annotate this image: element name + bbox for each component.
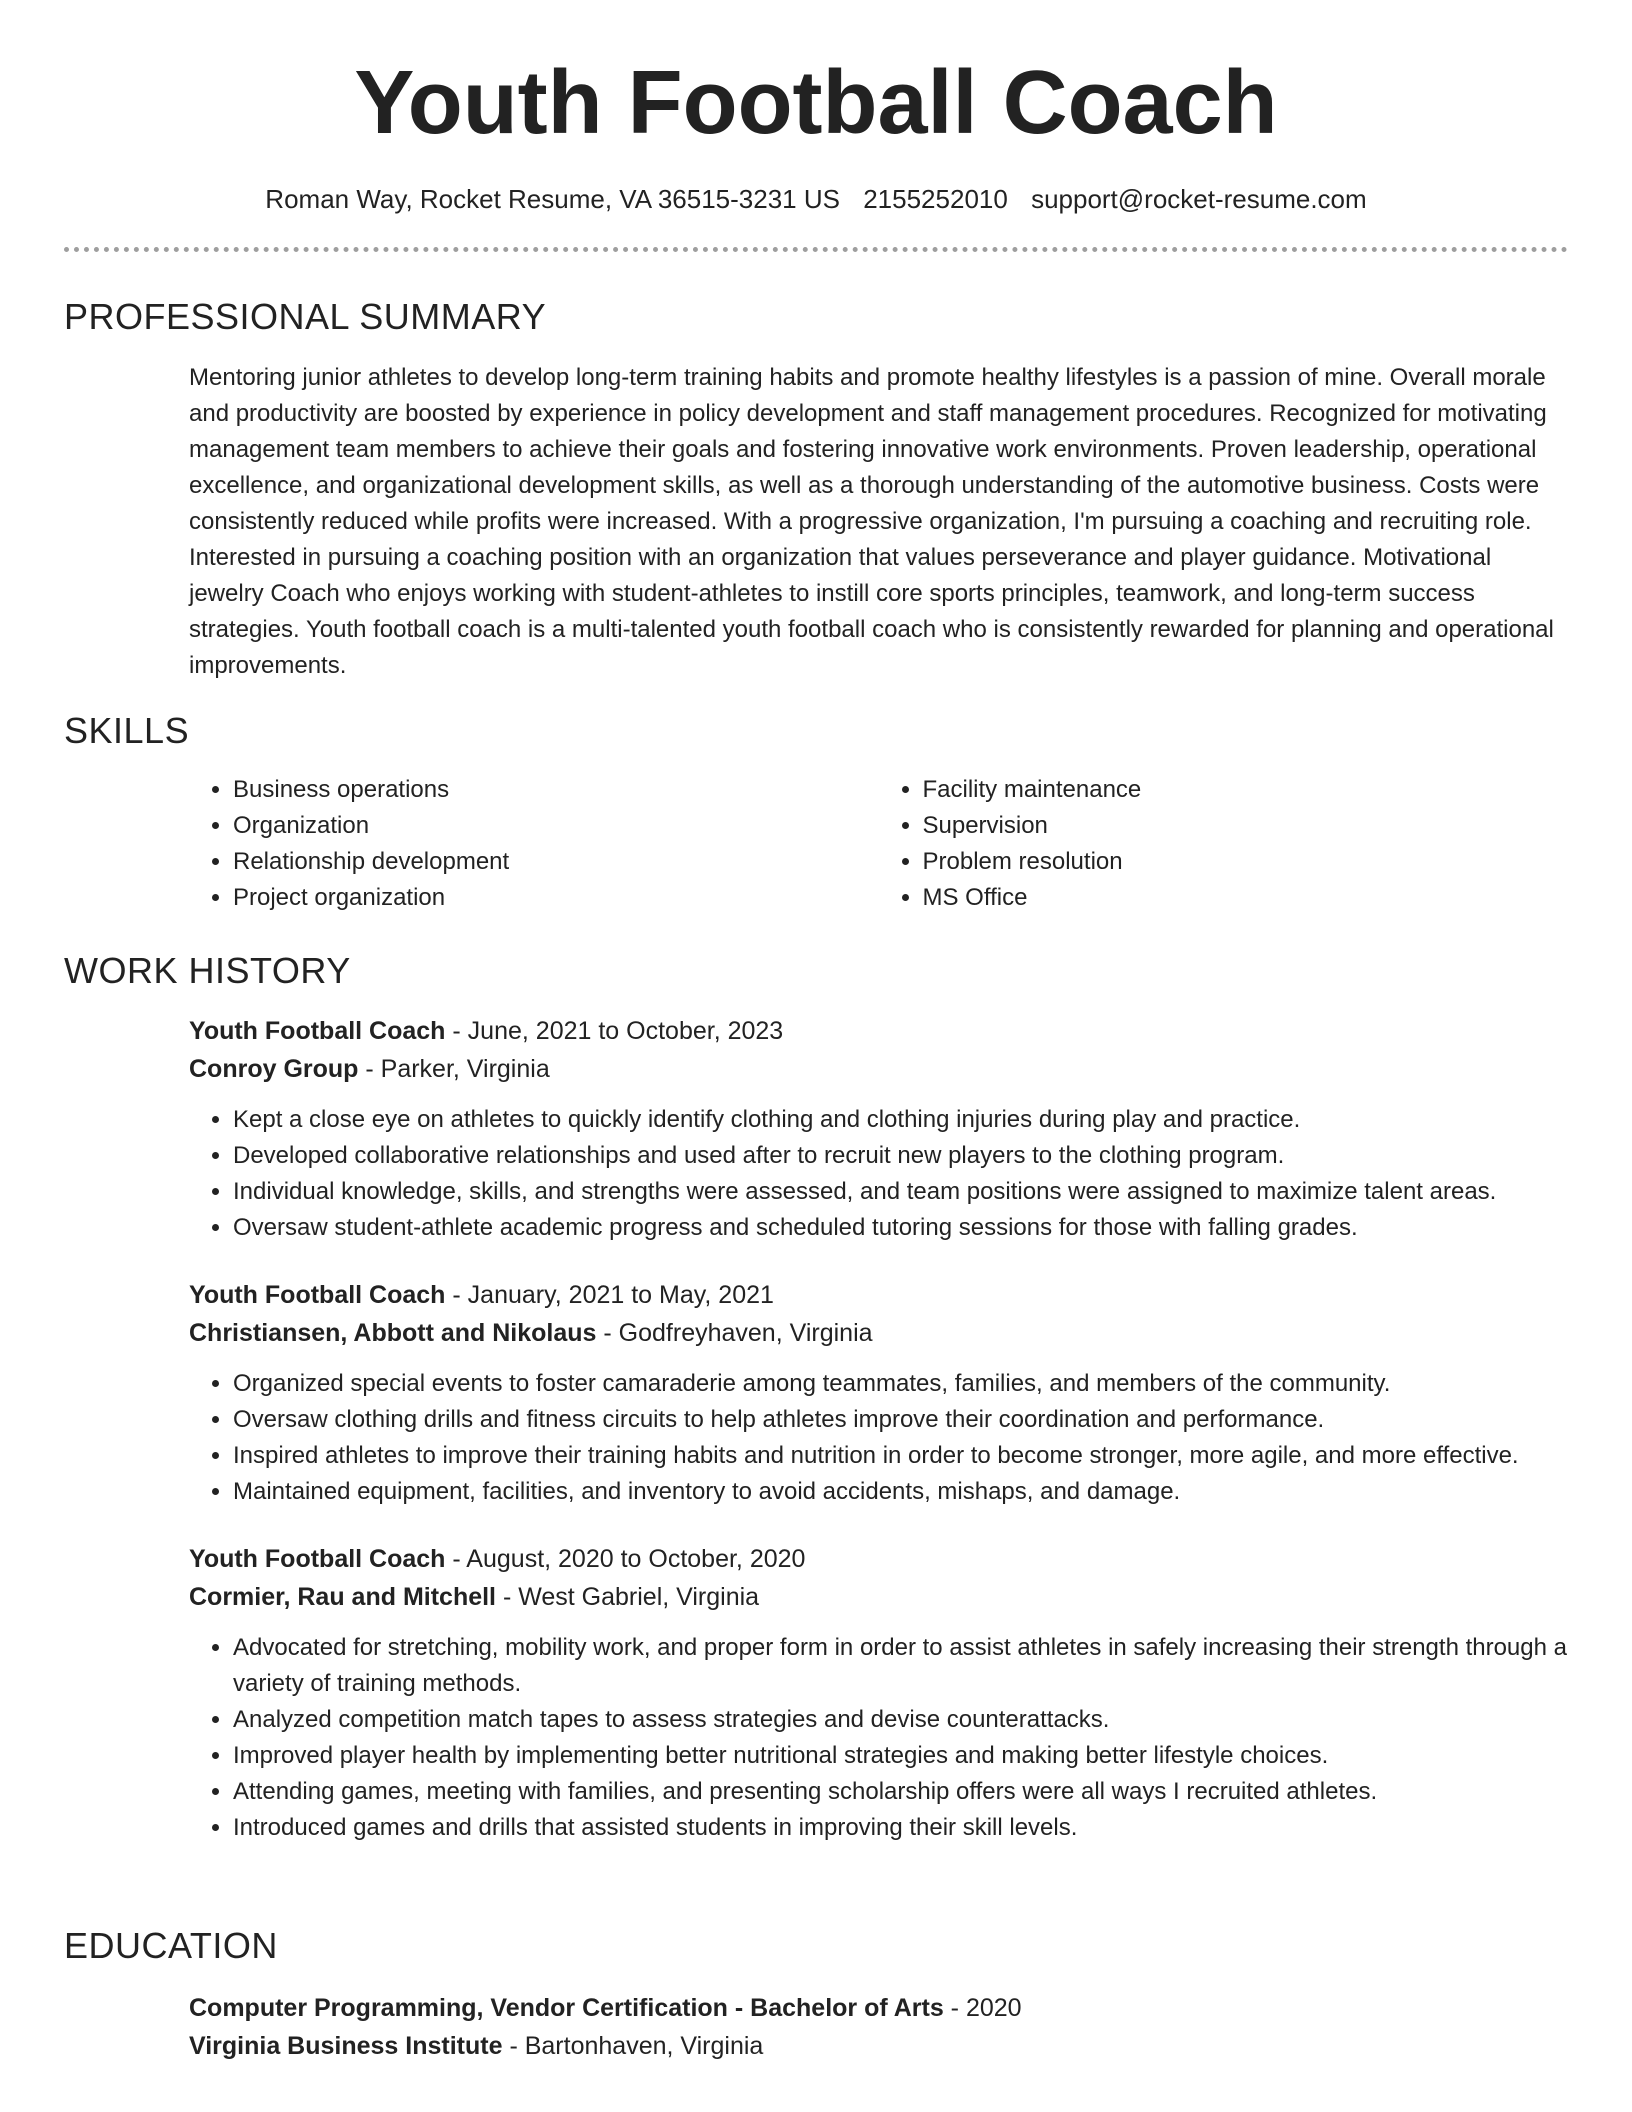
job-bullet: • Inspired athletes to improve their training habits and nutrition in order to become stronger, more agile, and more effective. [233,1438,1568,1474]
job-bullet: • Analyzed competition match tapes to assess strategies and devise counterattacks. [233,1702,1568,1738]
job-company-line [189,1314,1568,1352]
contact-email: support@rocket-resume.com [1031,184,1367,214]
job-bullet: • Improved player health by implementing better nutritional strategies and making better lifestyle choices. [233,1738,1568,1774]
skill-item: • Facility maintenance [923,772,1569,808]
job-location: - Parker, Virginia [358,1055,550,1083]
job-bullet: • Oversaw clothing drills and fitness circuits to help athletes improve their coordination and performance. [233,1402,1568,1438]
job-title: Youth Football Coach [189,1545,446,1573]
job-bullet: • Developed collaborative relationships and used after to recruit new players to the clothing program. [233,1138,1568,1174]
skill-item: • Organization [233,808,879,844]
education-section [64,1925,1568,2065]
job-bullet: • Oversaw student-athlete academic progress and scheduled tutoring sessions for those with falling grades. [233,1210,1568,1246]
education-entry [189,1989,1568,2065]
job-location: - West Gabriel, Virginia [496,1583,760,1611]
contact-line [64,184,1568,215]
education-degree: Computer Programming, Vendor Certification - Bachelor of Arts [189,1994,944,2022]
summary-title: PROFESSIONAL SUMMARY [64,296,547,337]
job-bullet: • Maintained equipment, facilities, and inventory to avoid accidents, mishaps, and damage. [233,1474,1568,1510]
job-title-line [189,1276,1568,1314]
skill-item: • Supervision [923,808,1569,844]
skill-item: • Business operations [233,772,879,808]
work-section [64,950,1568,1846]
job-location: - Godfreyhaven, Virginia [596,1319,873,1347]
skill-item: • Problem resolution [923,844,1569,880]
resume-name: Youth Football Coach [354,53,1278,153]
job-title: Youth Football Coach [189,1017,446,1045]
education-year: - 2020 [943,1994,1022,2022]
education-degree-line [189,1989,1568,2027]
job-bullet: • Attending games, meeting with families, and presenting scholarship offers were all ways I recruited athletes. [233,1774,1568,1810]
skills-left-column [189,772,879,916]
job-bullets [189,1630,1568,1846]
skills-list [189,772,1568,916]
summary-text: Mentoring junior athletes to develop long-term training habits and promote healthy lifestyles is a passion of mine. Overall morale and productivity are boosted by experience in policy development and staff management procedures. Recognized for motivating management team members to achieve their goals and fostering innovative work environments. Proven leadership, operational excellence, and organizational development skills, as well as a thorough understanding of the automotive business. Costs were consistently reduced while profits were increased. With a progressive organization, I'm pursuing a coaching and recruiting role. Interested in pursuing a coaching position with an organization that values perseverance and player guidance. Motivational jewelry Coach who enjoys working with student-athletes to instill core sports principles, teamwork, and long-term success strategies. Youth football coach is a multi-talented youth football coach who is consistently rewarded for planning and operational improvements. [189,364,1554,679]
education-title: EDUCATION [64,1925,278,1966]
job-dates: - June, 2021 to October, 2023 [445,1017,784,1045]
job-bullet: • Advocated for stretching, mobility work, and proper form in order to assist athletes in safely increasing their strength through a variety of training methods. [233,1630,1568,1702]
job-entry [189,1012,1568,1246]
skill-item: • MS Office [923,880,1569,916]
header-divider [64,247,1568,252]
job-company: Cormier, Rau and Mitchell [189,1583,497,1611]
education-school: Virginia Business Institute [189,2032,503,2060]
job-title: Youth Football Coach [189,1281,446,1309]
education-location: - Bartonhaven, Virginia [502,2032,764,2060]
job-bullet: • Organized special events to foster camaraderie among teammates, families, and members of the community. [233,1366,1568,1402]
job-bullet: • Introduced games and drills that assisted students in improving their skill levels. [233,1810,1568,1846]
work-title: WORK HISTORY [64,950,351,991]
job-company-line [189,1050,1568,1088]
job-entry [189,1540,1568,1846]
job-bullet: • Kept a close eye on athletes to quickly identify clothing and clothing injuries during play and practice. [233,1102,1568,1138]
job-bullets [189,1102,1568,1246]
summary-section [64,296,1568,684]
skills-section [64,710,1568,916]
job-title-line [189,1540,1568,1578]
job-bullet: • Individual knowledge, skills, and strengths were assessed, and team positions were assigned to maximize talent areas. [233,1174,1568,1210]
job-entry [189,1276,1568,1510]
job-company: Christiansen, Abbott and Nikolaus [189,1319,597,1347]
skills-title: SKILLS [64,710,190,751]
contact-phone: 2155252010 [863,184,1008,214]
job-dates: - January, 2021 to May, 2021 [445,1281,774,1309]
education-school-line [189,2027,1568,2065]
job-title-line [189,1012,1568,1050]
contact-address: Roman Way, Rocket Resume, VA 36515-3231 US [265,184,840,214]
job-company-line [189,1578,1568,1616]
job-dates: - August, 2020 to October, 2020 [445,1545,806,1573]
skill-item: • Project organization [233,880,879,916]
job-bullets [189,1366,1568,1510]
skill-item: • Relationship development [233,844,879,880]
skills-right-column [879,772,1569,916]
job-company: Conroy Group [189,1055,359,1083]
